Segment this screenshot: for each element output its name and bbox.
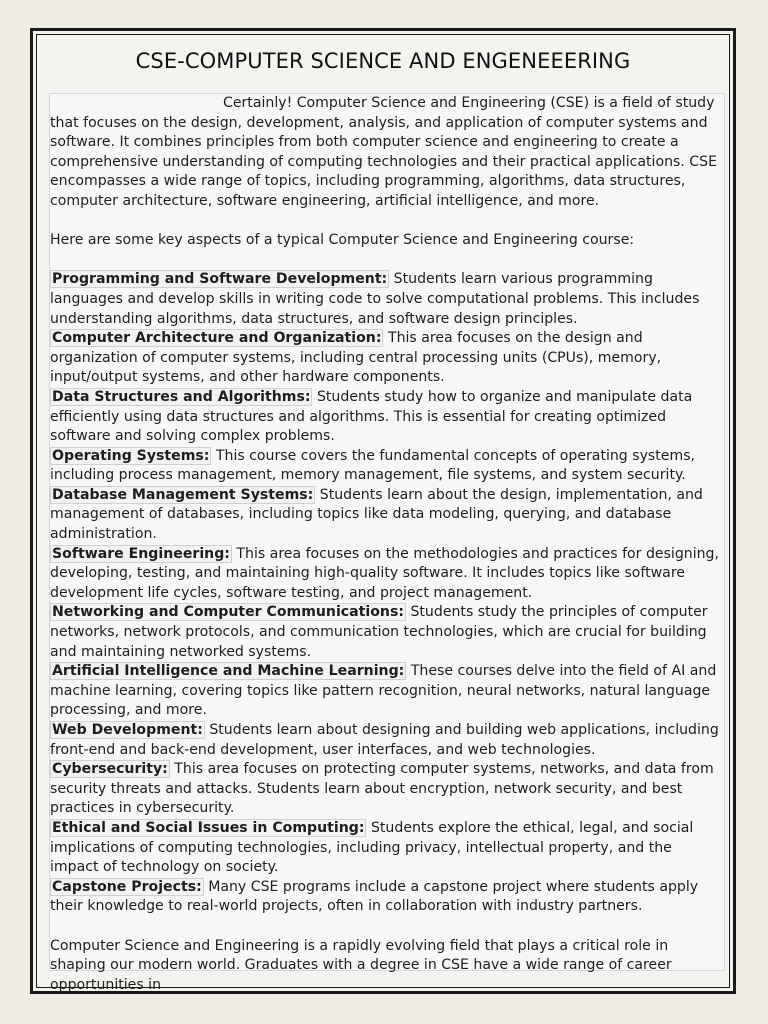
topic-description: Many CSE programs include a capstone project where students apply their knowledge to real-world projects, often in collaboration with industry partners. <box>50 878 699 915</box>
topic-description: This course covers the fundamental concepts of operating systems, including process management, memory management, file systems, and system security. <box>50 447 696 484</box>
topic-item <box>50 388 724 447</box>
topic-description: This area focuses on the methodologies and practices for designing, developing, testing, and maintaining high-quality software. It includes topics like software development life cycles, software testing, and project management. <box>50 545 719 601</box>
topic-item <box>50 662 724 721</box>
topic-description: These courses delve into the field of AI and machine learning, covering topics like pattern recognition, neural networks, natural language processing, and more. <box>50 663 717 719</box>
topic-description: Students learn various programming languages and develop skills in writing code to solve computational problems. This includes understanding algorithms, data structures, and software design principles. <box>50 271 700 327</box>
page-frame <box>30 28 736 994</box>
topics-list <box>50 270 724 917</box>
topic-term: Programming and Software Development: <box>52 271 388 288</box>
lead-in-paragraph: Here are some key aspects of a typical Computer Science and Engineering course: <box>50 232 635 249</box>
topic-item <box>50 819 724 878</box>
page-border <box>36 34 730 993</box>
document-title: CSE-COMPUTER SCIENCE AND ENGENEEERING <box>135 49 631 73</box>
topic-item <box>50 760 724 819</box>
topic-description: Students study the principles of computer networks, network protocols, and communication technologies, which are crucial for building and maintaining networked systems. <box>50 604 708 660</box>
topic-description: This area focuses on protecting computer systems, networks, and data from security threats and attacks. Students learn about encryption, network security, and best practices in cybersecurity. <box>50 761 714 817</box>
topic-term: Software Engineering: <box>52 545 230 562</box>
topic-description: Students learn about the design, implementation, and management of databases, including topics like data modeling, querying, and database administration. <box>50 486 703 543</box>
topic-item <box>50 329 724 388</box>
paragraph-spacer <box>50 212 724 232</box>
topic-term: Ethical and Social Issues in Computing: <box>52 819 365 836</box>
paragraph-spacer <box>50 917 724 937</box>
topic-item <box>50 878 724 917</box>
topic-description: This area focuses on the design and organization of computer systems, including central processing units (CPUs), memory, input/output systems, and other hardware components. <box>50 330 662 386</box>
closing-paragraph: Computer Science and Engineering is a rapidly evolving field that plays a critical role in shaping our modern world. Graduates with a degree in CSE have a wide range of career opportunities in <box>50 937 672 993</box>
topic-term: Cybersecurity: <box>52 761 168 778</box>
topic-term: Capstone Projects: <box>52 878 202 895</box>
topic-item <box>50 486 724 545</box>
topic-term: Computer Architecture and Organization: <box>52 330 382 347</box>
topic-description: Students explore the ethical, legal, and social implications of computing technologies, including privacy, intellectual property, and the impact of technology on society. <box>50 819 694 876</box>
topic-term: Operating Systems: <box>52 447 210 464</box>
topic-item <box>50 545 724 604</box>
topic-term: Web Development: <box>52 722 203 738</box>
paragraph-spacer <box>50 251 724 271</box>
topic-item <box>50 270 724 329</box>
topic-item <box>50 447 724 486</box>
intro-paragraph: Certainly! Computer Science and Engineering (CSE) is a field of study that focuses on the design, development, analysis, and application of computer systems and software. It combines principles from both computer science and engineering to create a comprehensive understanding of computing technologies and their practical applications. CSE encompasses a wide range of topics, including programming, algorithms, data structures, computer architecture, software engineering, artificial intelligence, and more. <box>50 95 717 209</box>
topic-description: Students learn about designing and building web applications, including front-end and back-end development, user interfaces, and web technologies. <box>50 722 719 758</box>
topic-description: Students study how to organize and manipulate data efficiently using data structures and algorithms. This is essential for creating optimized software and solving complex problems. <box>50 388 693 445</box>
topic-term: Networking and Computer Communications: <box>52 604 404 621</box>
topic-term: Database Management Systems: <box>52 486 314 503</box>
document-body <box>49 93 725 993</box>
topic-item <box>50 721 724 760</box>
topic-term: Data Structures and Algorithms: <box>52 388 311 405</box>
topic-item <box>50 603 724 662</box>
topic-term: Artificial Intelligence and Machine Learning: <box>52 663 405 680</box>
